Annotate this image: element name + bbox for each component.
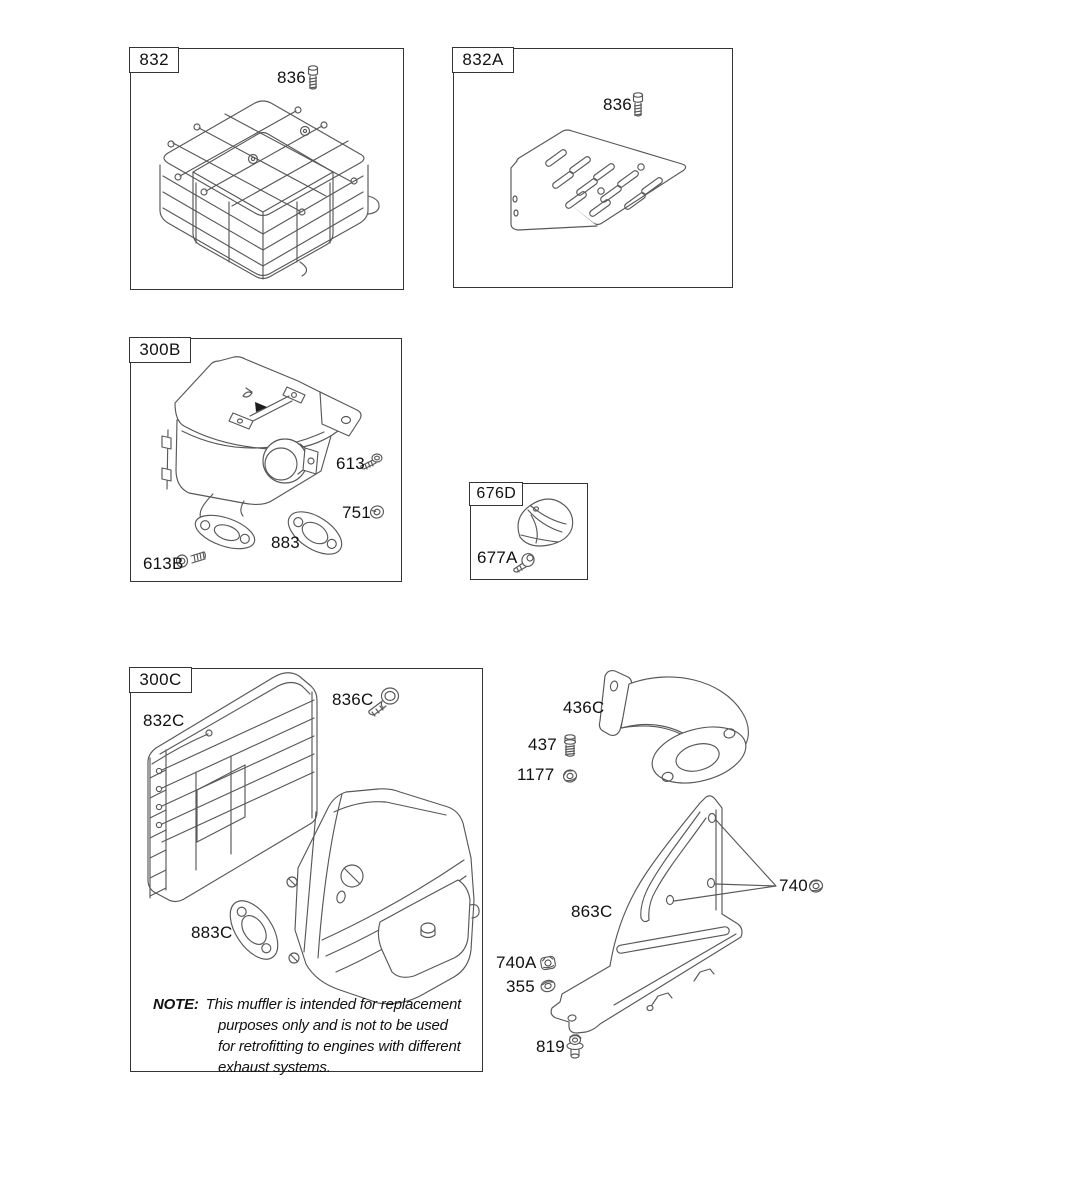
muffler-guard-832C-drawing bbox=[148, 673, 317, 902]
nut-1177-icon bbox=[562, 769, 578, 784]
part-label-883C: 883C bbox=[191, 923, 233, 942]
section-tag-300C: 300C bbox=[129, 667, 191, 693]
note-line-2: purposes only and is not to be used bbox=[218, 1017, 448, 1034]
bolt-819-icon bbox=[567, 1035, 583, 1058]
screw-437-icon bbox=[565, 735, 576, 756]
part-label-836-cage: 836 bbox=[277, 68, 306, 87]
part-label-751: 751 bbox=[342, 503, 371, 522]
part-label-836C: 836C bbox=[332, 690, 374, 709]
washer-355-icon bbox=[540, 979, 556, 993]
part-label-355: 355 bbox=[506, 977, 535, 996]
note-prefix: NOTE: bbox=[153, 996, 199, 1013]
section-tag-300B: 300B bbox=[129, 337, 190, 363]
part-label-836-shield: 836 bbox=[603, 95, 632, 114]
muffler-guard-832-drawing bbox=[160, 101, 379, 279]
screw-836-shield-icon bbox=[634, 93, 643, 116]
part-label-613B: 613B bbox=[143, 554, 184, 573]
screw-836-cage-icon bbox=[309, 66, 318, 89]
deflector-676D-drawing bbox=[518, 499, 573, 546]
replacement-note bbox=[153, 994, 483, 1078]
section-tag-676D: 676D bbox=[469, 482, 523, 506]
section-tag-832A: 832A bbox=[452, 47, 513, 73]
part-label-863C: 863C bbox=[571, 902, 613, 921]
exhaust-elbow-436C-drawing bbox=[599, 671, 752, 793]
note-line-4: exhaust systems. bbox=[218, 1059, 331, 1076]
part-label-613: 613 bbox=[336, 454, 365, 473]
part-label-883: 883 bbox=[271, 533, 300, 552]
note-line-1-text: This muffler is intended for replacement bbox=[205, 996, 462, 1013]
note-line-3: for retrofitting to engines with different bbox=[218, 1038, 461, 1055]
part-label-740: 740 bbox=[779, 876, 808, 895]
part-label-436C: 436C bbox=[563, 698, 605, 717]
part-label-740A: 740A bbox=[496, 953, 537, 972]
part-label-832C: 832C bbox=[143, 711, 185, 730]
note-line-1 bbox=[153, 994, 483, 1015]
part-label-1177: 1177 bbox=[517, 765, 555, 784]
muffler-300C-drawing bbox=[287, 789, 479, 1004]
washer-751-icon bbox=[369, 504, 385, 520]
part-label-677A: 677A bbox=[477, 548, 518, 567]
nut-740-icon bbox=[808, 879, 824, 894]
part-label-437: 437 bbox=[528, 735, 557, 754]
heat-shield-832A-drawing bbox=[511, 130, 686, 230]
section-tag-832: 832 bbox=[129, 47, 179, 73]
nut-740A-icon bbox=[540, 956, 556, 970]
part-label-819: 819 bbox=[536, 1037, 565, 1056]
